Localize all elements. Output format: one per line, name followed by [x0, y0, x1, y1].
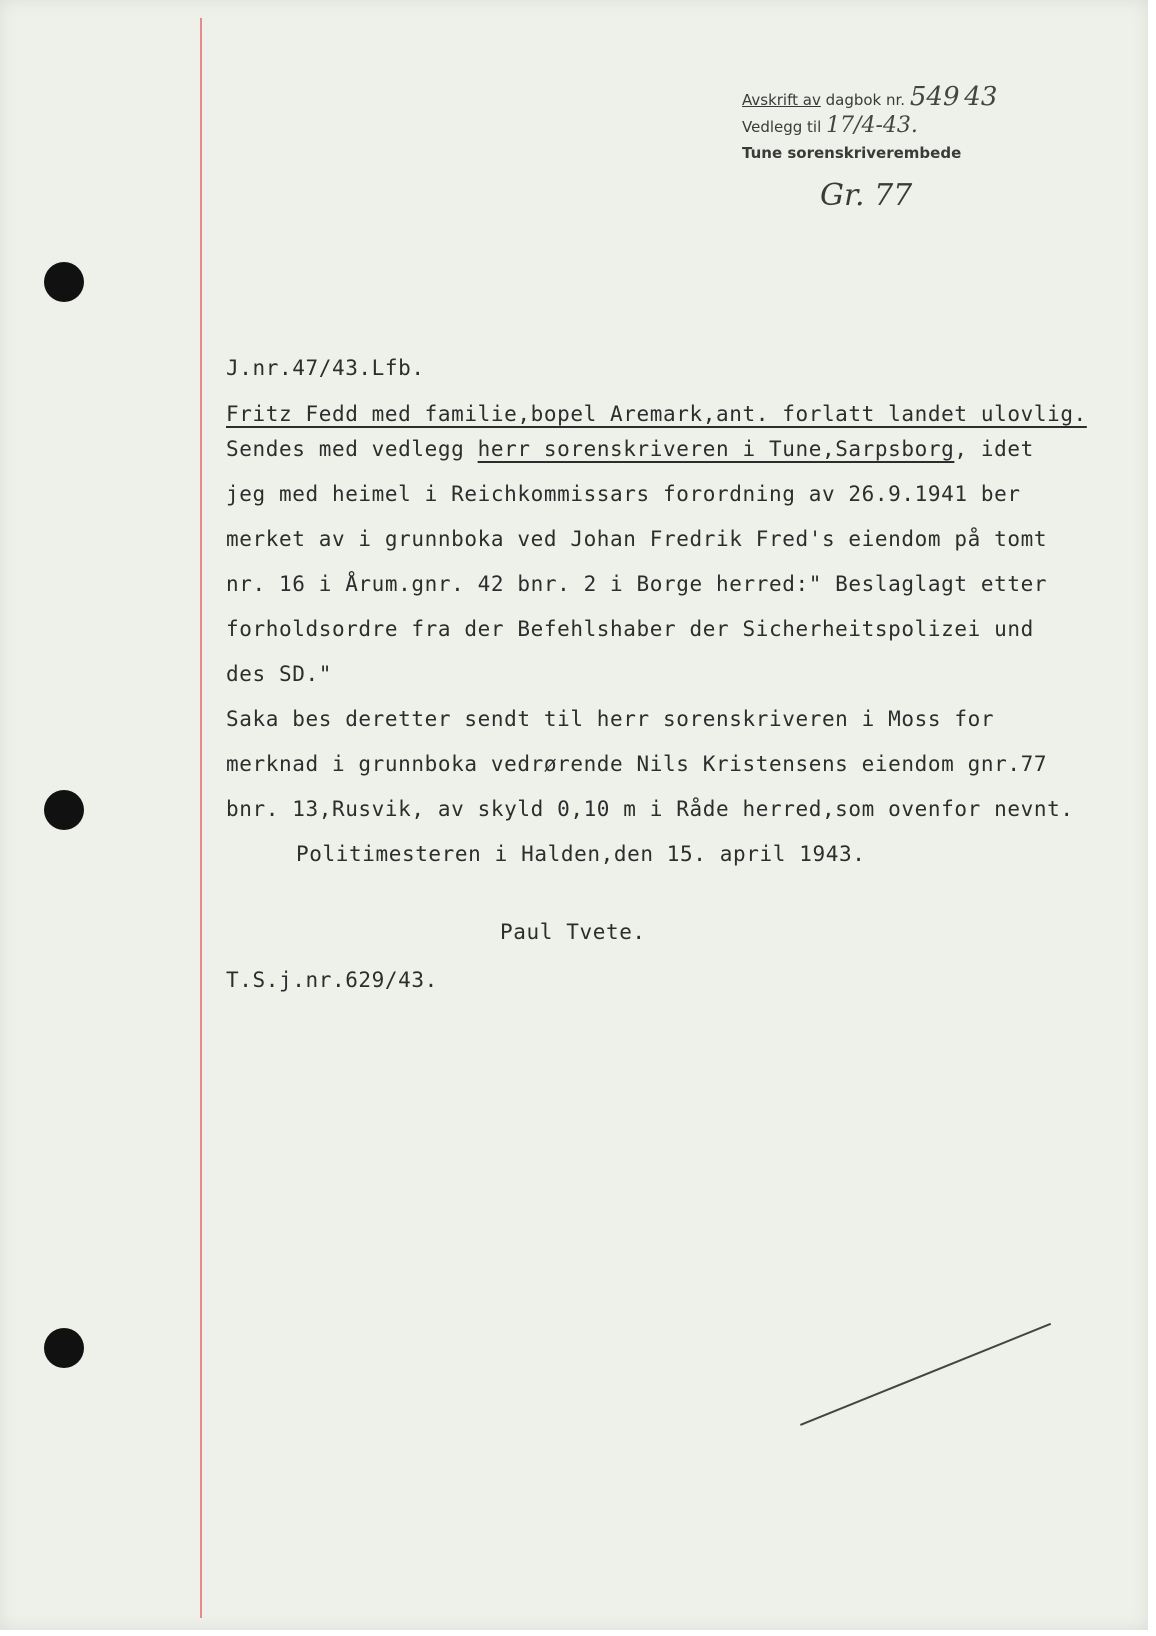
letter-line-4: nr. 16 i Årum.gnr. 42 bnr. 2 i Borge herred:" Beslaglagt etter — [226, 572, 1048, 596]
letter-line-1 — [226, 437, 1034, 461]
ts-journal-reference: T.S.j.nr.629/43. — [226, 968, 438, 992]
signature: Paul Tvete. — [500, 920, 646, 944]
handwritten-reference: Gr. 77 — [820, 178, 913, 213]
stamp-printed-vedlegg: Vedlegg til — [742, 118, 822, 136]
letter-subject: Fritz Fedd med familie,bopel Aremark,ant. forlatt landet ulovlig. — [226, 402, 1087, 426]
letter-line-7: Saka bes deretter sendt til herr sorenskriveren i Moss for — [226, 707, 995, 731]
registration-stamp — [742, 84, 997, 166]
letter-line-8: merknad i grunnboka vedrørende Nils Kristensens eiendom gnr.77 — [226, 752, 1048, 776]
letter-line-1-pre: Sendes med vedlegg — [226, 437, 478, 461]
punch-hole-bottom — [44, 1328, 84, 1368]
stamp-vedlegg-date: 17/4-43. — [826, 113, 918, 138]
letter-line-1-post: , idet — [954, 437, 1034, 461]
punch-hole-top — [44, 262, 84, 302]
letter-line-5: forholdsordre fra der Befehlshaber der Sicherheitspolizei und — [226, 617, 1034, 641]
journal-reference: J.nr.47/43.Lfb. — [226, 356, 425, 380]
closing-slash-mark — [800, 1323, 1051, 1426]
letter-line-3: merket av i grunnboka ved Johan Fredrik Fred's eiendom på tomt — [226, 527, 1048, 551]
letter-recipient: herr sorenskriveren i Tune,Sarpsborg — [477, 437, 955, 461]
margin-line — [200, 18, 202, 1618]
letter-line-9: bnr. 13,Rusvik, av skyld 0,10 m i Råde herred,som ovenfor nevnt. — [226, 797, 1074, 821]
stamp-printed-office: Tune sorenskriverembede — [742, 144, 962, 162]
stamp-dagbok-number: 549 — [909, 82, 960, 112]
stamp-dagbok-label: dagbok nr. — [825, 91, 906, 109]
stamp-dagbok-year: 43 — [964, 82, 998, 112]
letter-line-6: des SD." — [226, 662, 332, 686]
letter-closing: Politimesteren i Halden,den 15. april 1943. — [296, 842, 866, 866]
letter-line-2: jeg med heimel i Reichkommissars forordning av 26.9.1941 ber — [226, 482, 1021, 506]
stamp-printed-avskrift: Avskrift av — [742, 91, 821, 109]
punch-hole-middle — [44, 790, 84, 830]
